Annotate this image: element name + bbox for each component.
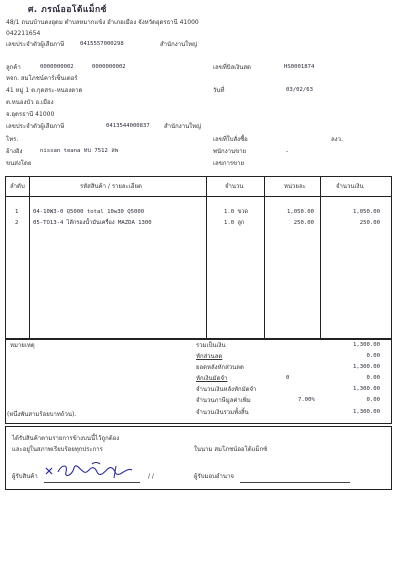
footer-line-2: และอยู่ในสภาพเรียบร้อยทุกประการ: [12, 446, 103, 453]
col-divider: [320, 176, 321, 339]
row-2-no: 2: [15, 220, 19, 226]
after-discount-label: ยอดหลังหักส่วนลด: [196, 364, 244, 371]
th-description: รหัสสินค้า / รายละเอียด: [80, 183, 142, 190]
customer-tax-id-label: เลขประจำตัวผู้เสียภาษี: [6, 123, 65, 130]
ship-label: ขนส่งโดย: [6, 160, 32, 167]
th-no: ลำดับ: [10, 183, 25, 190]
company-branch: สำนักงานใหญ่: [160, 41, 198, 48]
on-behalf: ในนาม สมโภชน์ออโต้แม็กซ์: [194, 446, 268, 453]
discount-value: 0.00: [366, 353, 380, 359]
discount-label: หักส่วนลด: [196, 353, 223, 360]
authorized-label: ผู้รับมอบอำนาจ: [194, 473, 234, 480]
company-phone: 042211654: [6, 30, 41, 37]
row-2-price: 250.00: [293, 220, 314, 226]
customer-tax-id: 0413544000837: [106, 123, 150, 129]
customer-name: หจก. สมโภชน์คาร์เซ็นเตอร์: [6, 75, 78, 82]
row-1-amount: 1,050.00: [353, 209, 380, 215]
deposit-value: 0.00: [366, 375, 380, 381]
job-label: เลขการขาย: [213, 160, 245, 167]
row-2-amount: 250.00: [359, 220, 380, 226]
company-name: ศ. ภรณ์ออโต้แม็กซ์: [28, 5, 107, 15]
note-label: หมายเหตุ: [10, 342, 35, 349]
after-deposit-value: 1,300.00: [353, 386, 380, 392]
company-address: 48/1 ถนนบ้านดงอุดม ตำบลหมากแข้ง อำเภอเมือง จังหวัดอุดรธานี 41000: [6, 19, 199, 26]
row-2-desc: 05-TO13-4 ไส้กรองน้ำมันเครื่อง MAZDA 1300: [33, 220, 152, 226]
signature-line: [44, 482, 140, 483]
customer-addr1: 41 หมู่ 1 ต.กุดสระ-หนองตาด: [6, 87, 83, 94]
items-table: [5, 176, 392, 340]
vat-rate: 7.00%: [298, 397, 315, 403]
sales-value: -: [286, 148, 289, 155]
row-1-no: 1: [15, 209, 19, 215]
after-discount-value: 1,300.00: [353, 364, 380, 370]
ref-label: อ้างอิง: [6, 148, 23, 155]
th-qty: จำนวน: [225, 183, 244, 190]
row-1-desc: 04-10W3-0 Q5000 total 10w30 Q5000: [33, 209, 145, 215]
ref-value: nissan teana ทบ 7512 ลพ: [40, 148, 119, 154]
deposit-mid: 0: [286, 375, 290, 381]
th-unit-price: หน่วยละ: [284, 183, 306, 190]
bill-no: HS0001874: [284, 64, 315, 70]
date-label: วันที่: [213, 87, 225, 94]
receive-date: / /: [148, 473, 154, 480]
col-divider: [206, 176, 207, 339]
deposit-label: หักเงินมัดจำ: [196, 375, 228, 382]
amount-in-words: (หนึ่งพันสามร้อยบาทถ้วน).: [7, 411, 77, 418]
customer-addr2: ต.หนองบัว อ.เมือง: [6, 99, 54, 106]
footer-line-1: ได้รับสินค้าตามรายการข้างบนนี้ไว้ถูกต้อง: [12, 435, 120, 442]
after-deposit-label: จำนวนเงินหลังหักมัดจำ: [196, 386, 257, 393]
customer-branch: สำนักงานใหญ่: [164, 123, 202, 130]
subtotal-value: 1,300.00: [353, 342, 380, 348]
row-1-qty: 1.0 ขวด: [224, 209, 249, 215]
vat-value: 0.00: [366, 397, 380, 403]
vat-label: จำนวนภาษีมูลค่าเพิ่ม: [196, 397, 251, 404]
customer-addr3: จ.อุดรธานี 41000: [6, 111, 55, 118]
company-tax-id-label: เลขประจำตัวผู้เสียภาษี: [6, 41, 65, 48]
grand-total-value: 1,300.00: [353, 409, 380, 415]
sales-label: พนักงานขาย: [213, 148, 247, 155]
authorized-signature-line: [240, 482, 350, 483]
customer-code-2: 0000000002: [92, 64, 126, 70]
doc-date: 03/02/63: [286, 87, 313, 93]
row-1-price: 1,050.00: [287, 209, 314, 215]
customer-phone-label: โทร.: [6, 136, 19, 143]
grand-total-label: จำนวนเงินรวมทั้งสิ้น: [196, 409, 249, 416]
col-divider: [29, 176, 30, 339]
company-tax-id: 0415557000298: [80, 41, 124, 47]
col-divider: [264, 176, 265, 339]
th-amount: จำนวนเงิน: [336, 183, 364, 190]
subtotal-label: รวมเป็นเงิน: [196, 342, 226, 349]
row-2-qty: 1.0 ลูก: [224, 220, 245, 226]
customer-code: 0000000002: [40, 64, 74, 70]
table-header-divider: [5, 196, 391, 197]
po-date-label: ลงว.: [331, 136, 343, 143]
customer-code-label: ลูกค้า: [6, 64, 21, 71]
receiver-label: ผู้รับสินค้า: [12, 473, 38, 480]
po-label: เลขที่ใบสั่งซื้อ: [213, 136, 248, 143]
signature-image: [44, 460, 140, 482]
bill-no-label: เลขที่บิลเงินสด: [213, 64, 251, 71]
